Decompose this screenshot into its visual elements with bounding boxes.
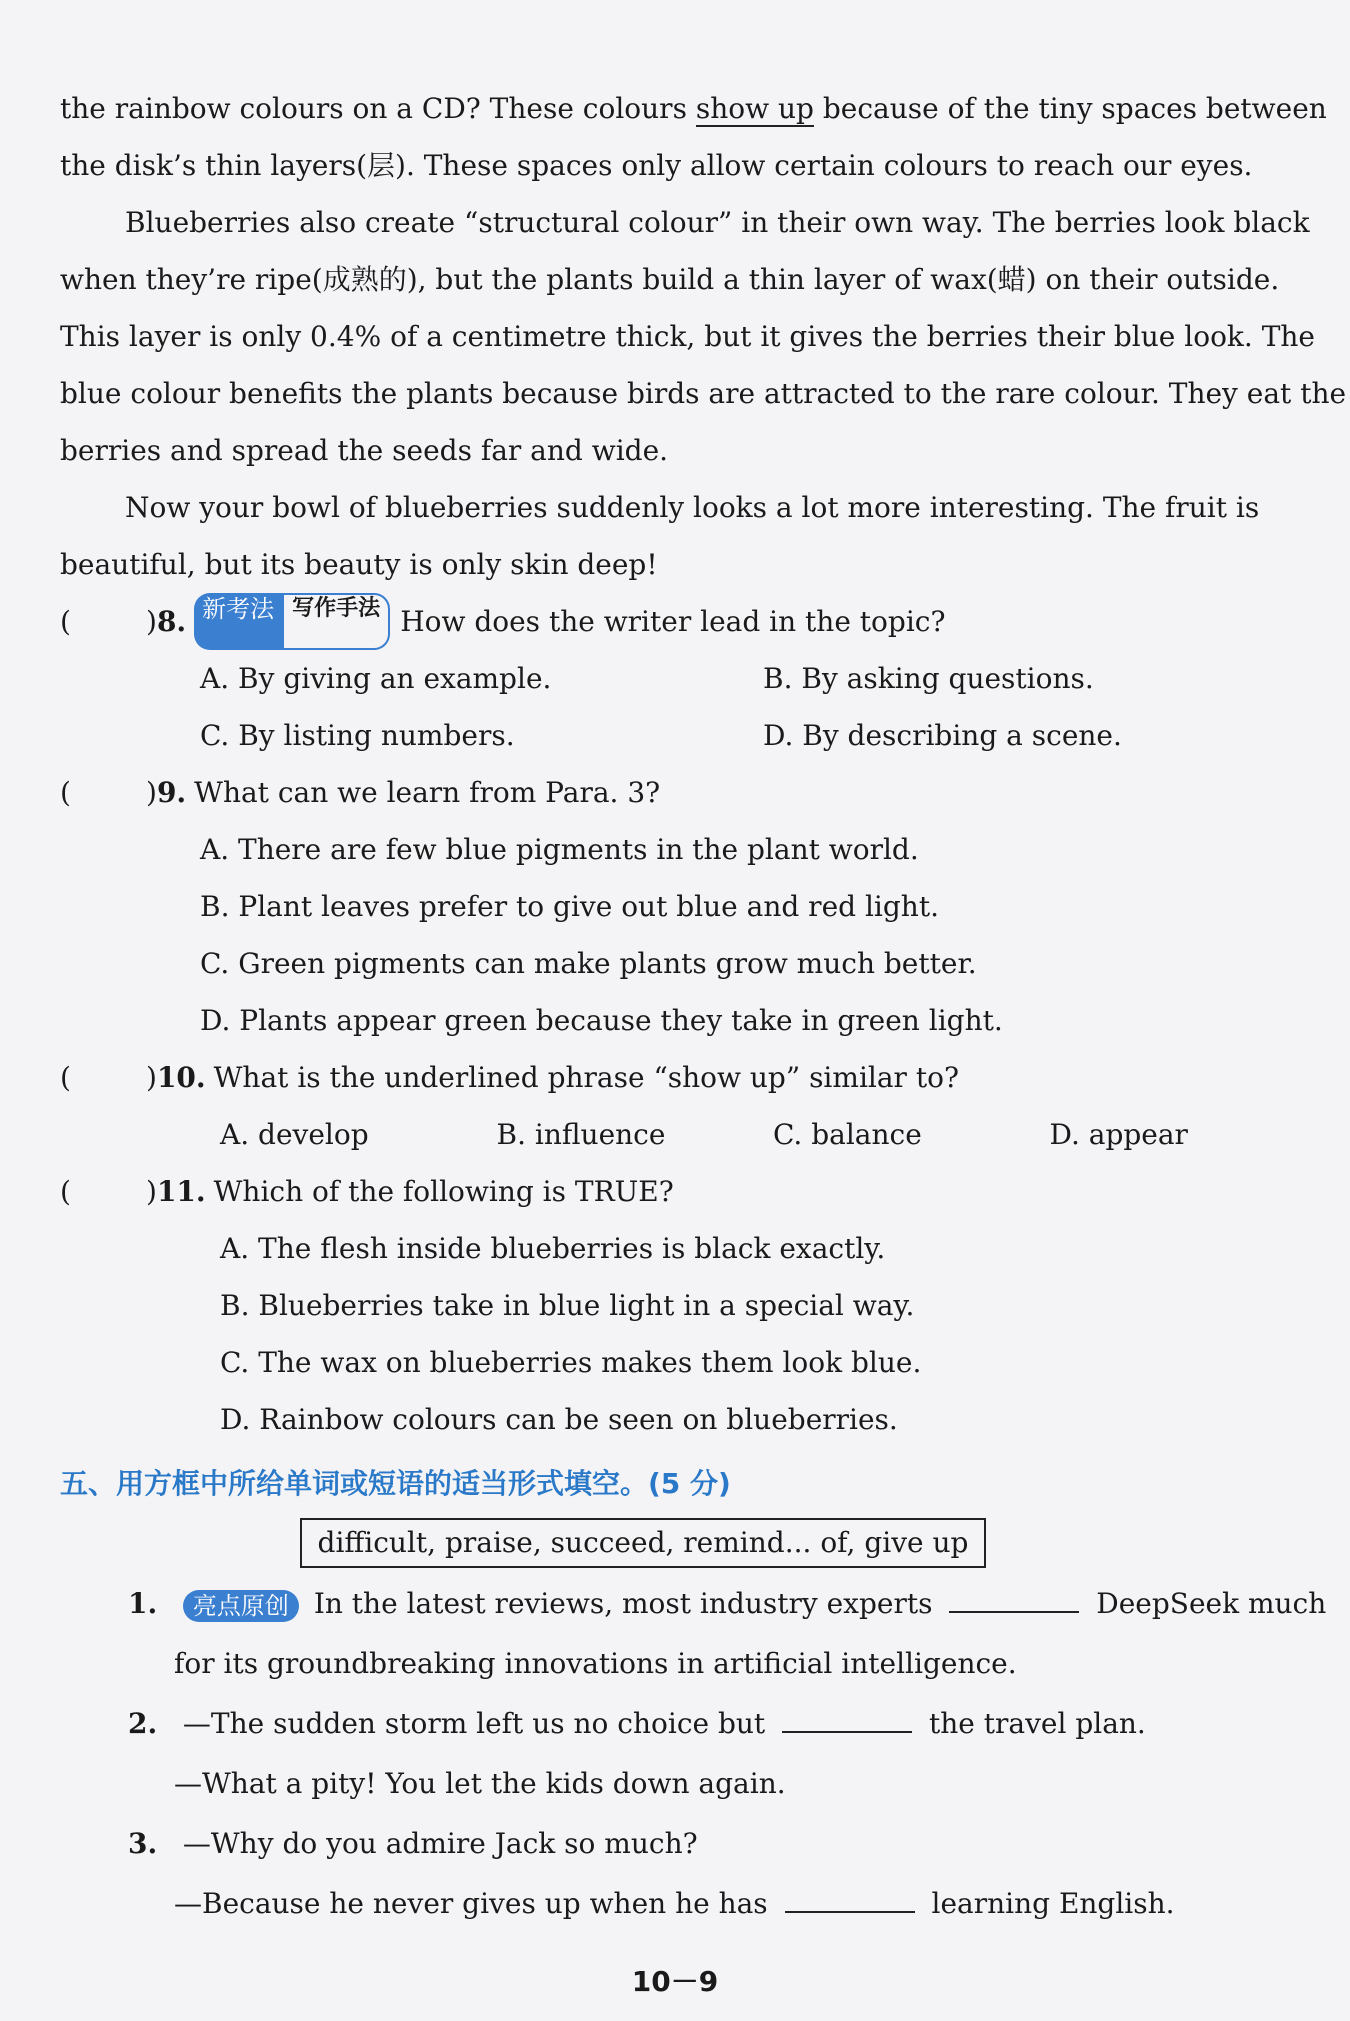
fill-item-3-cont: —Because he never gives up when he has learning English. xyxy=(174,1887,1175,1920)
fill-item-3: 3. —Why do you admire Jack so much? xyxy=(60,1814,1326,1874)
option: A. develop xyxy=(220,1118,369,1151)
option: B. By asking questions. xyxy=(763,662,1094,695)
writing-technique-tag: 写作手法 xyxy=(282,593,390,650)
option: C. balance xyxy=(773,1118,922,1151)
answer-bracket[interactable]: ( xyxy=(60,605,71,638)
passage-line: blue colour benefits the plants because birds are attracted to the rare colour. They eat the xyxy=(60,377,1347,410)
question-text: How does the writer lead in the topic? xyxy=(400,605,946,638)
question-8: ( ) 8. 新考法 写作手法 How does the writer lead in the topic? xyxy=(60,593,1326,650)
passage-line: Now your bowl of blueberries suddenly looks a lot more interesting. The fruit is xyxy=(125,491,1260,524)
passage-line: berries and spread the seeds far and wide. xyxy=(60,434,669,467)
question-11: ( ) 11. Which of the following is TRUE? xyxy=(60,1163,1326,1220)
passage-line: This layer is only 0.4% of a centimetre thick, but it gives the berries their blue look. The xyxy=(60,320,1315,353)
passage-line: the disk’s thin layers(层). These spaces only allow certain colours to reach our eyes. xyxy=(60,149,1253,182)
question-number: 9. xyxy=(156,776,187,809)
page-number: 10－9 xyxy=(631,1965,719,1998)
item-number: 1. xyxy=(128,1587,158,1620)
question-number: 10. xyxy=(156,1061,206,1094)
item-number: 2. xyxy=(128,1707,158,1740)
word-box: difficult, praise, succeed, remind... of, give up xyxy=(300,1518,987,1568)
option: A. The flesh inside blueberries is black exactly. xyxy=(220,1232,886,1265)
answer-bracket[interactable]: ( xyxy=(60,776,71,809)
answer-bracket[interactable]: ( xyxy=(60,1175,71,1208)
passage-line: when they’re ripe(成熟的), but the plants build a thin layer of wax(蜡) on their outside. xyxy=(60,263,1280,296)
option: D. Plants appear green because they take in green light. xyxy=(200,1004,1003,1037)
option: B. Blueberries take in blue light in a special way. xyxy=(220,1289,915,1322)
options-row xyxy=(60,707,1326,764)
fill-item-2-cont: —What a pity! You let the kids down again. xyxy=(174,1767,786,1800)
option: C. By listing numbers. xyxy=(200,719,515,752)
word-box-wrapper xyxy=(60,1518,1326,1568)
item-number: 3. xyxy=(128,1827,158,1860)
option: B. influence xyxy=(496,1118,666,1151)
question-text: What can we learn from Para. 3? xyxy=(194,776,661,809)
options-row xyxy=(60,1106,1326,1163)
question-text: Which of the following is TRUE? xyxy=(213,1175,674,1208)
answer-blank[interactable] xyxy=(785,1891,915,1913)
option: A. There are few blue pigments in the plant world. xyxy=(200,833,919,866)
passage-line: Blueberries also create “structural colour” in their own way. The berries look black xyxy=(125,206,1310,239)
answer-blank[interactable] xyxy=(949,1591,1079,1613)
answer-blank[interactable] xyxy=(782,1711,912,1733)
new-exam-tag: 新考法 xyxy=(194,593,282,650)
question-9: ( ) 9. What can we learn from Para. 3? xyxy=(60,764,1326,821)
fill-item-2: 2. —The sudden storm left us no choice but the travel plan. xyxy=(60,1694,1326,1754)
option: C. The wax on blueberries makes them look blue. xyxy=(220,1346,922,1379)
option: D. By describing a scene. xyxy=(763,719,1122,752)
options-row xyxy=(60,650,1326,707)
original-tag: 亮点原创 xyxy=(183,1590,299,1622)
answer-bracket[interactable]: ( xyxy=(60,1061,71,1094)
section-title: 五、用方框中所给单词或短语的适当形式填空。(5 分) xyxy=(60,1467,731,1500)
option: A. By giving an example. xyxy=(200,662,552,695)
question-text: What is the underlined phrase “show up” similar to? xyxy=(213,1061,959,1094)
passage-line: the rainbow colours on a CD? These colours show up because of the tiny spaces between xyxy=(60,92,1327,125)
option: C. Green pigments can make plants grow much better. xyxy=(200,947,977,980)
option: D. Rainbow colours can be seen on blueberries. xyxy=(220,1403,898,1436)
question-10: ( ) 10. What is the underlined phrase “show up” similar to? xyxy=(60,1049,1326,1106)
passage-line: beautiful, but its beauty is only skin deep! xyxy=(60,548,658,581)
option: B. Plant leaves prefer to give out blue and red light. xyxy=(200,890,939,923)
fill-item-1: 1. 亮点原创 In the latest reviews, most industry experts DeepSeek much xyxy=(60,1574,1326,1634)
question-number: 11. xyxy=(156,1175,206,1208)
question-number: 8. xyxy=(156,605,187,638)
underlined-phrase: show up xyxy=(695,92,814,125)
option: D. appear xyxy=(1049,1118,1188,1151)
fill-item-1-cont: for its groundbreaking innovations in artificial intelligence. xyxy=(174,1647,1017,1680)
